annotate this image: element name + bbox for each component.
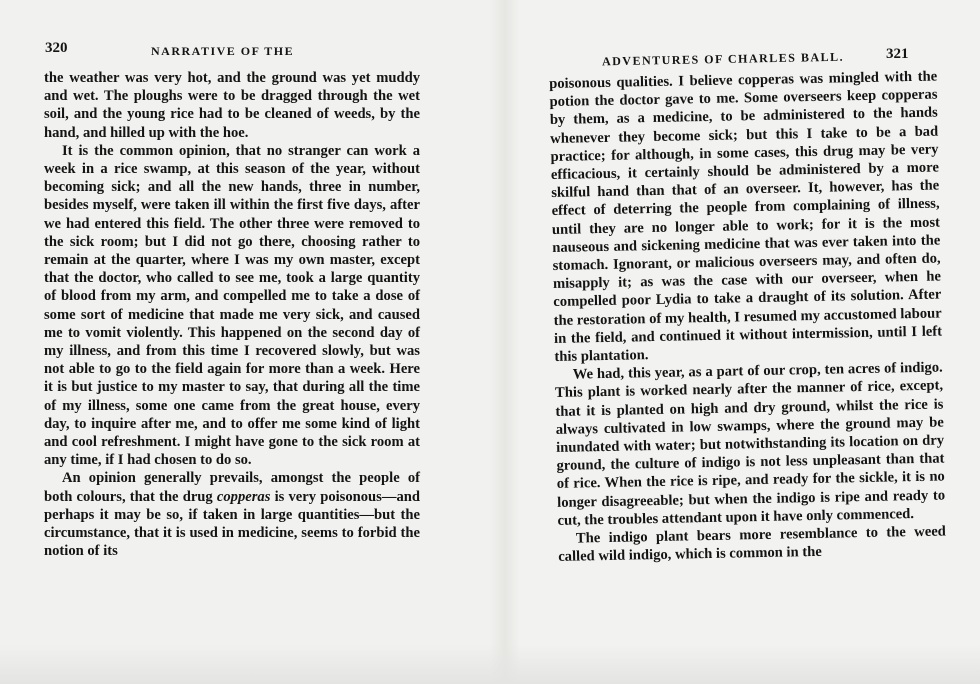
- page-body: [549, 68, 946, 567]
- paragraph: poisonous qualities. I believe copperas was mingled with the potion the doctor gave to me. Some overseers keep copperas by them, as a medicine, to be administered to the hands whenever they become sick; but this I take to be a bad practice; for although, in some cases, this drug may be very efficacious, it certainly should be administered by a more skilful hand than that of an overseer. It, however, has the effect of deterring the people from complaining of illness, until they are no longer able to work; for it is the most nauseous and sickening medicine that was ever taken into the stomach. Ignorant, or malicious overseers may, and often do, misapply it; as was the case with our overseer, when he compelled poor Lydia to take a draught of its solution. After the restoration of my health, I resumed my accustomed labour in the field, and continued it without intermission, until I left this plantation.: [549, 68, 943, 365]
- paragraph: It is the common opinion, that no stranger can work a week in a rice swamp, at this season of the year, without becoming sick; and all the new hands, three in number, besides myself, were taken ill within the first five days, after we had entered this field. The other three were removed to the sick room; but I did not go there, choosing rather to remain at the quarter, where I was my own master, except that the doctor, who called to see me, took a large quantity of blood from my arm, and compelled me to take a dose of some sort of medicine that made me very sick, and caused me to vomit violently. This happened on the second day of my illness, and from this time I recovered slowly, but was not able to go to the field again for more than a week. Here it is but justice to my master to say, that during all the time of my illness, some one came from the great house, every day, to inquire after me, and to offer me some kind of light and cool refreshment. I might have gone to the sick room at any time, if I had chosen to do so.: [44, 142, 420, 469]
- running-head: ADVENTURES OF CHARLES BALL.: [601, 49, 845, 69]
- page-body: [44, 69, 420, 560]
- page-bottom-shadow: [0, 644, 980, 684]
- paragraph: We had, this year, as a part of our crop, ten acres of indigo. This plant is worked nearly after the manner of rice, except, that it is planted on high and dry ground, whilst the rice is always cultivated in low swamps, where the ground may be inundated with water; but notwithstanding its location on dry ground, the culture of indigo is not less unpleasant than that of rice. When the rice is ripe, and ready for the sickle, it is no longer disagreeable; but when the indigo is ripe and ready to cut, the troubles attendant upon it have only commenced.: [554, 359, 946, 529]
- page-number: 321: [886, 46, 909, 62]
- paragraph: The indigo plant bears more resemblance to the weed called wild indigo, which is common in the: [558, 523, 946, 566]
- page-number: 320: [45, 40, 68, 56]
- paragraph: the weather was very hot, and the ground was yet muddy and wet. The ploughs were to be dragged through the wet soil, and the young rice had to be cleaned of weeds, by the hand, and hilled up with the hoe.: [44, 70, 420, 141]
- paragraph: [44, 469, 420, 560]
- paragraph-text: is very poisonous—and perhaps it may be so, if taken in large quantities—but the circumstance, that it is used in medicine, seems to forbid the notion of its: [44, 488, 420, 560]
- emphasized-word: copperas: [216, 488, 271, 505]
- paragraph-text: An opinion generally prevails, amongst the people of both colours, that the drug: [44, 470, 420, 505]
- running-head: NARRATIVE OF THE: [151, 44, 295, 58]
- right-page: [520, 0, 980, 684]
- book-gutter: [490, 0, 520, 684]
